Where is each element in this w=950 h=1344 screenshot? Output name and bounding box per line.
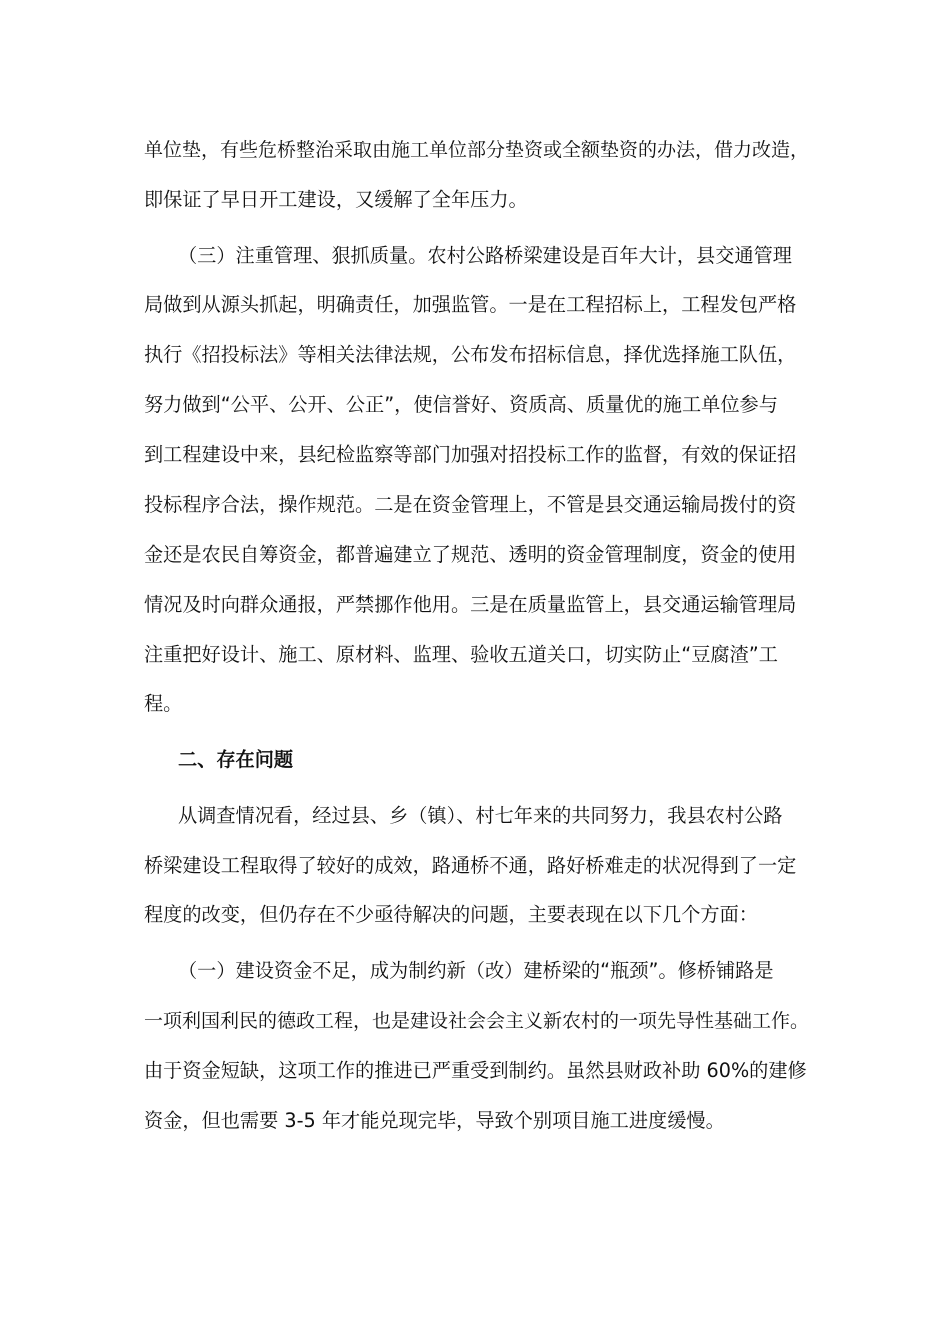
text-line: 到工程建设中来，县纪检监察等部门加强对招投标工作的监督，有效的保证招 bbox=[144, 443, 797, 466]
text-line: 金还是农民自筹资金，都普遍建立了规范、透明的资金管理制度，资金的使用 bbox=[144, 543, 797, 566]
text-line: 执行《招投标法》等相关法律法规，公布发布招标信息，择优选择施工队伍， bbox=[144, 343, 797, 366]
text-line: 由于资金短缺，这项工作的推进已严重受到制约。虽然县财政补助 60%的建修 bbox=[144, 1059, 807, 1082]
text-line: 注重把好设计、施工、原材料、监理、验收五道关口，切实防止“豆腐渣”工 bbox=[144, 643, 778, 666]
text-line: 情况及时向群众通报，严禁挪作他用。三是在质量监管上，县交通运输管理局 bbox=[144, 593, 797, 616]
text-line: 即保证了早日开工建设，又缓解了全年压力。 bbox=[144, 188, 528, 211]
section-heading-paragraph: （三）注重管理、狠抓质量。农村公路桥梁建设是百年大计，县交通管理 bbox=[178, 244, 792, 267]
text-line: 局做到从源头抓起，明确责任，加强监管。一是在工程招标上，工程发包严格 bbox=[144, 293, 797, 316]
text-line: 努力做到“公平、公开、公正”，使信誉好、资质高、质量优的施工单位参与 bbox=[144, 393, 778, 416]
text-line: 从调查情况看，经过县、乡（镇）、村七年来的共同努力，我县农村公路 bbox=[178, 804, 783, 827]
text-line: 投标程序合法，操作规范。二是在资金管理上，不管是县交通运输局拨付的资 bbox=[144, 493, 797, 516]
text-line: 资金，但也需要 3-5 年才能兑现完毕，导致个别项目施工进度缓慢。 bbox=[144, 1109, 725, 1132]
section-heading: 二、存在问题 bbox=[178, 748, 294, 771]
text-line: 程。 bbox=[144, 692, 183, 715]
text-line: 桥梁建设工程取得了较好的成效，路通桥不通，路好桥难走的状况得到了一定 bbox=[144, 854, 797, 877]
text-line: 单位垫，有些危桥整治采取由施工单位部分垫资或全额垫资的办法，借力改造， bbox=[144, 139, 809, 161]
text-line: 程度的改变，但仍存在不少亟待解决的问题，主要表现在以下几个方面： bbox=[144, 903, 758, 926]
subsection-paragraph: （一）建设资金不足，成为制约新（改）建桥梁的“瓶颈”。修桥铺路是 bbox=[178, 959, 774, 982]
text-line: 一项利国利民的德政工程，也是建设社会会主义新农村的一项先导性基础工作。 bbox=[144, 1010, 809, 1032]
